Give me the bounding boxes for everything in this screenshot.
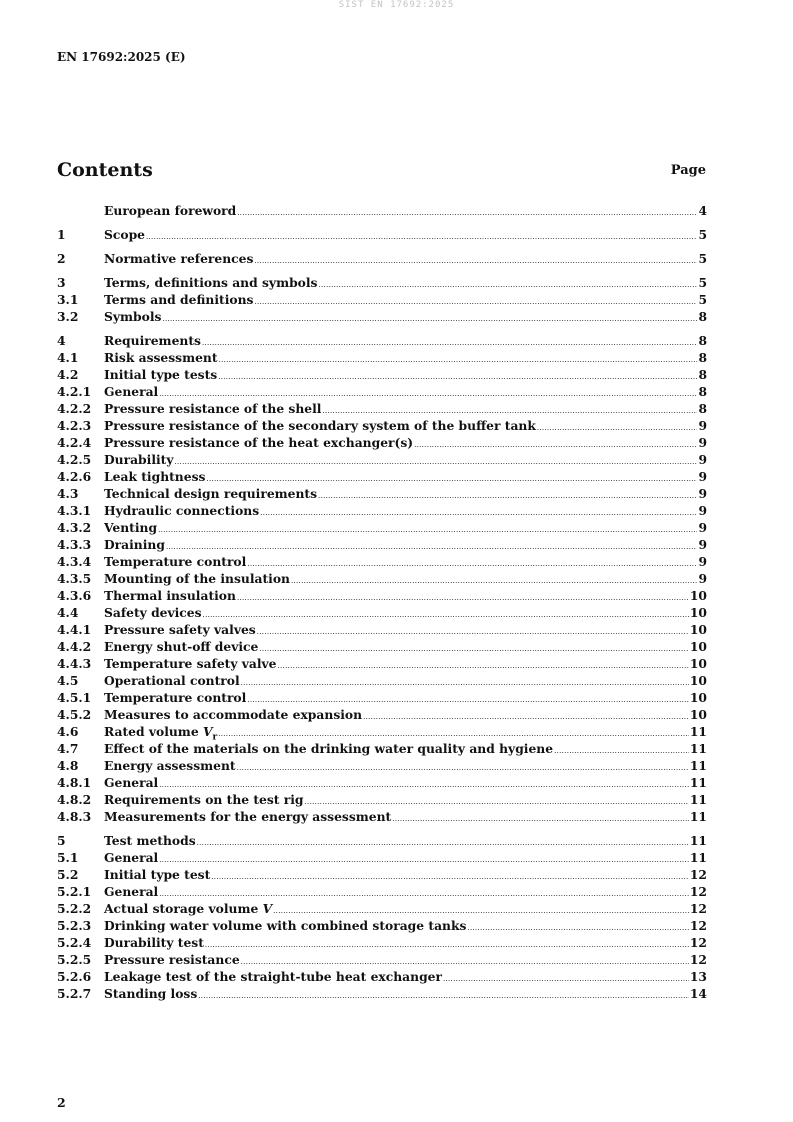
toc-entry[interactable] — [57, 621, 707, 638]
toc-entry-title-text: General — [104, 850, 159, 865]
page-number: 2 — [57, 1095, 66, 1110]
toc-entry[interactable] — [57, 808, 707, 825]
toc-entry-title-text: Mounting of the insulation — [104, 571, 290, 586]
toc-entry[interactable] — [57, 451, 707, 468]
toc-entry-page: 8 — [698, 350, 707, 365]
toc-entry-page: 9 — [698, 469, 707, 484]
toc-entry-title — [104, 332, 201, 349]
toc-entry-page: 12 — [689, 952, 707, 967]
toc-entry[interactable] — [57, 689, 707, 706]
toc-entry[interactable] — [57, 900, 707, 917]
toc-entry[interactable] — [57, 417, 707, 434]
toc-entry-number: 5.2.5 — [57, 952, 92, 967]
toc-entry-number: 4.8.3 — [57, 809, 92, 824]
toc-entry[interactable] — [57, 291, 707, 308]
toc-entry-page: 10 — [689, 588, 707, 603]
toc-entry-page: 10 — [689, 656, 707, 671]
toc-entry-page: 11 — [689, 809, 707, 824]
toc-entry-number: 4.3.2 — [57, 520, 92, 535]
toc-entry-page: 10 — [689, 673, 707, 688]
toc-entry-title — [104, 226, 145, 243]
toc-entry-number: 4.2.2 — [57, 401, 92, 416]
toc-entry-number: 4.8.1 — [57, 775, 92, 790]
toc-entry-page: 12 — [689, 901, 707, 916]
toc-entry-title-text: Thermal insulation — [104, 588, 236, 603]
toc-entry-page: 10 — [689, 639, 707, 654]
toc-entry-title-text: Draining — [104, 537, 165, 552]
toc-entry[interactable] — [57, 968, 707, 985]
toc-entry-number: 4.5 — [57, 673, 79, 688]
toc-entry-page: 13 — [689, 969, 707, 984]
toc-entry-title-text: Symbols — [104, 309, 162, 324]
toc-entry-title-text: Measures to accommodate expansion — [104, 707, 363, 722]
toc-entry-title-text: European foreword — [104, 203, 237, 218]
toc-entry-number: 4.7 — [57, 741, 79, 756]
toc-entry-title — [104, 468, 205, 485]
toc-entry-title-text: Leakage test of the straight-tube heat exchanger — [104, 969, 442, 984]
toc-entry-title-text: Operational control — [104, 673, 240, 688]
toc-entry-page: 14 — [689, 986, 707, 1001]
toc-entry-number: 4.2.3 — [57, 418, 92, 433]
toc-entry-title — [104, 553, 246, 570]
toc-entry[interactable] — [57, 383, 707, 400]
toc-entry[interactable] — [57, 434, 707, 451]
watermark: SIST EN 17692:2025 — [338, 0, 455, 10]
toc-entry[interactable] — [57, 849, 707, 866]
toc-entry-page: 10 — [689, 605, 707, 620]
toc-entry-title — [104, 985, 197, 1002]
contents-title: Contents — [57, 159, 153, 181]
toc-entry-title-text: Hydraulic connections — [104, 503, 260, 518]
toc-entry-number: 4.8.2 — [57, 792, 92, 807]
toc-entry-title-text: Pressure resistance of the secondary system of the buffer tank — [104, 418, 536, 433]
toc-entry-number: 4.3 — [57, 486, 79, 501]
toc-entry[interactable] — [57, 774, 707, 791]
toc-entry-page: 9 — [698, 435, 707, 450]
toc-entry-title-text: General — [104, 884, 159, 899]
toc-entry-number: 3.2 — [57, 309, 79, 324]
toc-entry-page: 9 — [698, 418, 707, 433]
toc-entry-title — [104, 383, 158, 400]
toc-entry-page: 11 — [689, 850, 707, 865]
toc-entry-page: 5 — [698, 251, 707, 266]
toc-entry[interactable] — [57, 791, 707, 808]
toc-entry[interactable] — [57, 866, 707, 883]
document-id: EN 17692:2025 (E) — [57, 50, 186, 64]
toc-entry-title-text: Energy shut-off device — [104, 639, 259, 654]
toc-leader-dots — [162, 309, 697, 328]
toc-entry[interactable] — [57, 951, 707, 968]
toc-entry[interactable] — [57, 740, 707, 757]
toc-entry-title-text: Durability test — [104, 935, 204, 950]
toc-entry-title-text: Requirements — [104, 333, 201, 348]
toc-entry-title-text: Temperature control — [104, 690, 247, 705]
toc-entry-title-text: Pressure resistance of the heat exchanger(s) — [104, 435, 414, 450]
toc-entry-number: 5.2 — [57, 867, 79, 882]
toc-entry[interactable] — [57, 536, 707, 553]
toc-entry-title — [104, 866, 210, 883]
toc-entry-page: 8 — [698, 333, 707, 348]
toc-entry-page: 9 — [698, 503, 707, 518]
toc-leader-dots — [392, 809, 689, 828]
toc-entry-page: 11 — [689, 775, 707, 790]
toc-entry-number: 4.4.1 — [57, 622, 92, 637]
toc-entry-title — [104, 604, 202, 621]
toc-entry-page: 11 — [689, 758, 707, 773]
toc-entry-title — [104, 621, 256, 638]
toc-entry-page: 12 — [689, 918, 707, 933]
toc-entry-page: 11 — [689, 792, 707, 807]
page-column-label: Page — [670, 163, 706, 178]
toc-entry-title — [104, 849, 158, 866]
toc-entry[interactable] — [57, 723, 707, 743]
toc-entry-page: 9 — [698, 571, 707, 586]
toc-entry-page: 10 — [689, 690, 707, 705]
toc-entry-number: 4.4.2 — [57, 639, 92, 654]
toc-entry[interactable] — [57, 706, 707, 723]
toc-entry[interactable] — [57, 934, 707, 951]
toc-entry-number: 4.3.4 — [57, 554, 92, 569]
toc-entry[interactable] — [57, 757, 707, 774]
toc-entry-number: 5.1 — [57, 850, 79, 865]
toc-entry[interactable] — [57, 349, 707, 366]
toc-entry[interactable] — [57, 638, 707, 655]
toc-entry[interactable] — [57, 366, 707, 383]
toc-entry-number: 4.4.3 — [57, 656, 92, 671]
toc-entry[interactable] — [57, 400, 707, 417]
toc-entry-page: 12 — [689, 935, 707, 950]
toc-entry-title — [104, 570, 290, 587]
toc-entry-title — [104, 485, 317, 502]
toc-entry[interactable] — [57, 202, 707, 219]
toc-entry-page: 4 — [698, 203, 707, 218]
toc-entry[interactable] — [57, 604, 707, 621]
toc-entry-page: 9 — [698, 452, 707, 467]
toc-entry[interactable] — [57, 308, 707, 325]
toc-entry-number: 4.1 — [57, 350, 79, 365]
toc-entry-title-text: Leak tightness — [104, 469, 206, 484]
toc-entry-title — [104, 250, 253, 267]
toc-entry-title-text: Drinking water volume with combined storage tanks — [104, 918, 467, 933]
toc-entry-number: 5.2.3 — [57, 918, 92, 933]
toc-entry-title — [104, 808, 391, 825]
toc-entry-title-text: Energy assessment — [104, 758, 236, 773]
toc-entry-title-text: Normative references — [104, 251, 254, 266]
toc-entry-title — [104, 689, 246, 706]
toc-entry-page: 9 — [698, 486, 707, 501]
toc-entry-page: 9 — [698, 520, 707, 535]
toc-entry-title — [104, 917, 466, 934]
toc-entry-number: 4.4 — [57, 605, 79, 620]
toc-entry-page: 11 — [689, 833, 707, 848]
toc-entry-page: 11 — [689, 724, 707, 739]
toc-entry[interactable] — [57, 502, 707, 519]
toc-entry-title-text: Pressure resistance — [104, 952, 240, 967]
toc-entry-number: 3.1 — [57, 292, 79, 307]
toc-entry-title — [104, 308, 161, 325]
toc-entry-symbol: V — [262, 901, 273, 916]
toc-entry-number: 4.5.1 — [57, 690, 92, 705]
toc-entry-title-text: Temperature safety valve — [104, 656, 277, 671]
toc-entry-title — [104, 740, 553, 757]
toc-entry[interactable] — [57, 274, 707, 291]
toc-entry-symbol-subscript: r — [212, 732, 218, 743]
toc-entry-title-text: Initial type tests — [104, 367, 218, 382]
toc-entry-number: 5.2.6 — [57, 969, 92, 984]
toc-entry[interactable] — [57, 570, 707, 587]
toc-entry-number: 5 — [57, 833, 66, 848]
table-of-contents — [57, 202, 707, 1002]
toc-entry-title — [104, 951, 240, 968]
toc-entry-title — [104, 451, 174, 468]
toc-entry[interactable] — [57, 250, 707, 267]
toc-entry-title — [104, 638, 258, 655]
toc-entry-page: 10 — [689, 707, 707, 722]
toc-entry-number: 4.2.6 — [57, 469, 92, 484]
toc-entry-title — [104, 274, 317, 291]
toc-entry[interactable] — [57, 587, 707, 604]
toc-entry-number: 4.2.1 — [57, 384, 92, 399]
toc-entry-page: 8 — [698, 384, 707, 399]
toc-entry-page: 9 — [698, 554, 707, 569]
toc-entry-number: 3 — [57, 275, 66, 290]
toc-entry-page: 11 — [689, 741, 707, 756]
toc-entry[interactable] — [57, 519, 707, 536]
toc-entry-page: 5 — [698, 275, 707, 290]
toc-entry[interactable] — [57, 553, 707, 570]
toc-entry-number: 5.2.1 — [57, 884, 92, 899]
toc-entry-number: 4 — [57, 333, 66, 348]
toc-entry-title-text: Effect of the materials on the drinking water quality and hygiene — [104, 741, 554, 756]
toc-leader-dots — [254, 251, 697, 270]
toc-entry-page: 8 — [698, 367, 707, 382]
toc-entry-title-text: Technical design requirements — [104, 486, 318, 501]
toc-entry[interactable] — [57, 332, 707, 349]
toc-entry-number: 4.3.6 — [57, 588, 92, 603]
toc-leader-dots — [237, 203, 697, 222]
toc-entry-page: 12 — [689, 884, 707, 899]
toc-entry-title-text: Initial type test — [104, 867, 211, 882]
toc-entry-page: 5 — [698, 227, 707, 242]
toc-entry[interactable] — [57, 917, 707, 934]
toc-entry-title — [104, 519, 157, 536]
toc-entry[interactable] — [57, 672, 707, 689]
toc-entry-title — [104, 202, 236, 219]
toc-entry-number: 4.2.4 — [57, 435, 92, 450]
toc-entry-title — [104, 417, 536, 434]
toc-entry-number: 4.5.2 — [57, 707, 92, 722]
toc-entry-title-text: Pressure safety valves — [104, 622, 256, 637]
toc-entry-page: 8 — [698, 309, 707, 324]
toc-entry-number: 4.3.5 — [57, 571, 92, 586]
toc-entry-title-text: Risk assessment — [104, 350, 218, 365]
toc-entry-title — [104, 502, 259, 519]
toc-leader-dots — [198, 986, 689, 1005]
toc-entry-title — [104, 832, 196, 849]
toc-entry-title-text: Pressure resistance of the shell — [104, 401, 322, 416]
toc-entry-page: 8 — [698, 401, 707, 416]
toc-entry-page: 12 — [689, 867, 707, 882]
toc-entry[interactable] — [57, 883, 707, 900]
toc-entry-number: 5.2.2 — [57, 901, 92, 916]
toc-entry-title — [104, 434, 413, 451]
toc-entry-title-text: Durability — [104, 452, 174, 467]
toc-entry-title-text: Standing loss — [104, 986, 198, 1001]
toc-entry-title — [104, 349, 218, 366]
toc-entry-title-text: Scope — [104, 227, 145, 242]
toc-entry[interactable] — [57, 985, 707, 1002]
toc-entry-title — [104, 774, 158, 791]
toc-entry-title-text: Actual storage volume — [104, 901, 263, 916]
toc-entry-number: 1 — [57, 227, 66, 242]
toc-entry-page: 9 — [698, 537, 707, 552]
toc-entry-title-text: Safety devices — [104, 605, 202, 620]
toc-entry-title — [104, 655, 277, 672]
toc-entry-number: 5.2.7 — [57, 986, 92, 1001]
toc-entry-title — [104, 883, 158, 900]
toc-entry[interactable] — [57, 226, 707, 243]
toc-entry-title-text: Terms and definitions — [104, 292, 254, 307]
toc-entry-number: 5.2.4 — [57, 935, 92, 950]
toc-entry-number: 4.6 — [57, 724, 79, 739]
toc-entry-title — [104, 791, 304, 808]
toc-entry-title-text: Rated volume — [104, 724, 203, 739]
toc-entry-page: 5 — [698, 292, 707, 307]
toc-entry-title — [104, 587, 236, 604]
toc-entry-number: 4.3.1 — [57, 503, 92, 518]
toc-entry-number: 4.2 — [57, 367, 79, 382]
toc-entry-title-text: Measurements for the energy assessment — [104, 809, 392, 824]
toc-entry-title — [104, 291, 253, 308]
toc-entry-title-text: Venting — [104, 520, 158, 535]
toc-entry[interactable] — [57, 655, 707, 672]
toc-entry-title — [104, 536, 165, 553]
toc-entry-title — [104, 366, 217, 383]
toc-entry-page: 10 — [689, 622, 707, 637]
toc-entry-title — [104, 400, 321, 417]
toc-entry[interactable] — [57, 468, 707, 485]
toc-entry-title — [104, 672, 240, 689]
toc-leader-dots — [146, 227, 697, 246]
toc-entry-title-text: Terms, definitions and symbols — [104, 275, 318, 290]
toc-entry-title — [104, 900, 272, 917]
toc-entry-number: 4.8 — [57, 758, 79, 773]
toc-entry-title-text: Temperature control — [104, 554, 247, 569]
toc-entry-number: 2 — [57, 251, 66, 266]
toc-entry-symbol: V — [202, 724, 213, 739]
toc-entry-title-text: Test methods — [104, 833, 196, 848]
toc-entry-number: 4.3.3 — [57, 537, 92, 552]
toc-entry-title — [104, 934, 204, 951]
toc-entry-title-text: Requirements on the test rig — [104, 792, 304, 807]
toc-entry-title-text: General — [104, 384, 159, 399]
toc-entry-title-text: General — [104, 775, 159, 790]
toc-entry-title — [104, 706, 362, 723]
toc-entry-title — [104, 757, 236, 774]
toc-entry[interactable] — [57, 485, 707, 502]
toc-entry-number: 4.2.5 — [57, 452, 92, 467]
toc-entry-title — [104, 968, 442, 985]
toc-entry[interactable] — [57, 832, 707, 849]
